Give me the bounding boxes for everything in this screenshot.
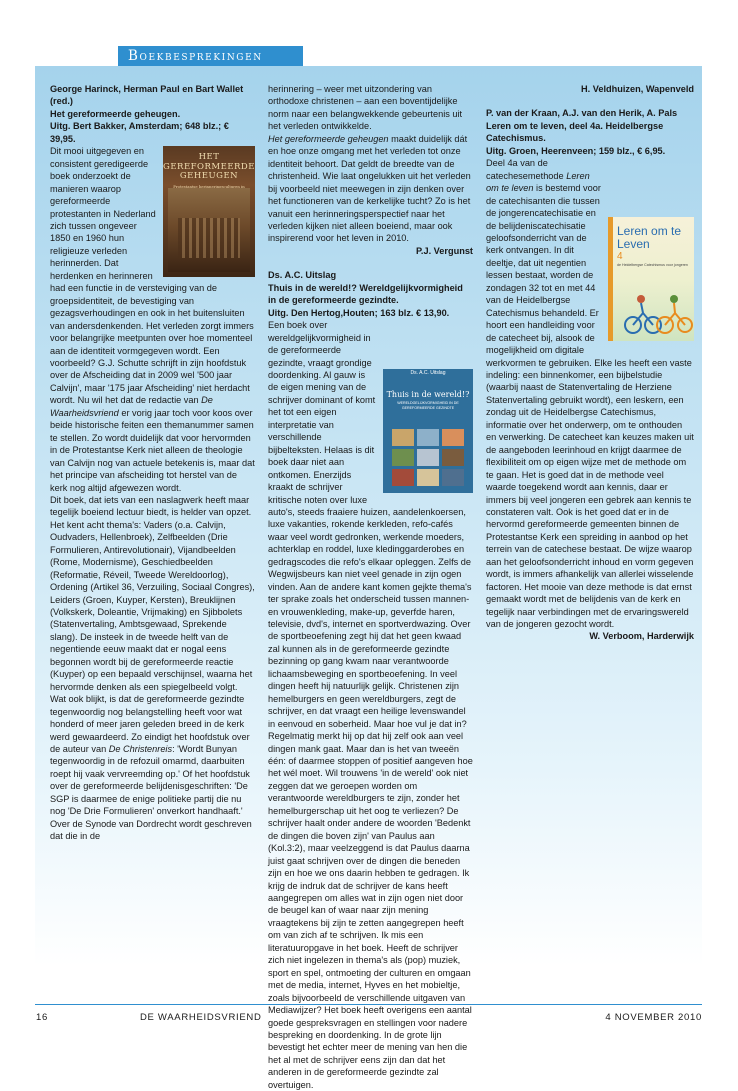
column-3	[486, 83, 694, 643]
review3-publisher: Uitg. Groen, Heerenveen; 159 blz., € 6,95.	[486, 145, 666, 156]
review1-paragraph-2: Dit boek, dat iets van een naslagwerk heeft maar tegelijk boeiend lectuur biedt, is helder van opzet. Het kent acht thema's: Vaders (o.a. Calvijn, Oudvaders, Hellenbroek), Zelfbeelden (Drie Formulieren, Antirevolutionair), Vijandbeelden (Rome, Modernisme), Geschiedbeelden (Reformatie, Réveil, Tweede Wereldoorlog), Ordening (Artikel 36, Verzuiling, Sociaal Congres), Leiders (Groen, Kuyper, Kersten), Breuklijnen (Volkskerk, Doleantie, Vrijmaking) en Sjibbolets (Statenvertaling, Ambtsgewaad, Sprekende slang). De insteek in de tweede helft van de negentiende eeuw maakt dat er nogal eens begonnen wordt bij de gereformeerde reactie (Kuyper) op een bepaald verschijnsel, waarna het hervormde denken als een spiegelbeeld volgt.	[50, 494, 255, 692]
review3-title: Leren om te leven, deel 4a. Heidelbergse Catechismus.	[486, 120, 664, 144]
cover3-subtitle: de Heidelbergse Catechismus voor jongeren	[617, 263, 688, 268]
cover3-title: Leren om te Leven	[617, 224, 682, 252]
review2-publisher: Uitg. Den Hertog,Houten; 163 blz. € 13,90.	[268, 307, 450, 318]
review1-publisher: Uitg. Bert Bakker, Amsterdam; 648 blz.; € 39,95.	[50, 121, 229, 144]
cover2-photo-grid	[392, 429, 464, 485]
issue-date: 4 NOVEMBER 2010	[605, 1012, 702, 1023]
footer-divider	[35, 1004, 702, 1005]
cover3-number: 4	[617, 251, 623, 263]
review3-authors: P. van der Kraan, A.J. van den Herik, A. Pals	[486, 108, 678, 119]
cover1-title: HET GEREFORMEERDE GEHEUGEN	[163, 152, 255, 182]
cover2-subtitle: WERELDGELIJKVORMIGHEID IN DE GEREFORMEERDE GEZINDTE	[397, 401, 459, 410]
review3-paragraph-1: Deel 4a van de catechesemethode Leren om te leven is bestemd voor de catechisanten die tussen de jongerencatechisatie en de belijdeniscatechisatie geloofsonderricht van de kerk ontvangen. In dit deeltje, dat uit negentien lessen bestaat, worden de zondagen 32 tot en met 44 van de Heidelbergse Catechismus behandeld. Er hoort een handleiding voor de catecheet bij, alsook de mogelijkheid om digitale werkvormen te gebruiken. Elke les heeft een vaste indeling: een binnenkomer, een bijbelstudie (waarbij naast de Statenvertaling de Herziene Statenvertaling gebruikt wordt), een leskern, een zondag uit de Heidelbergse Catechismus, informatie over het onderwerp, om te onthouden en verwerking. De catecheet kan keuzes maken uit de aangeboden leerinhoud en krijgt daarmee de flexibiliteit om op eigen wijze met de methode om te gaan. Het is goed dat in de methode veel waarde toegekend wordt aan kennis, daar er immers bij veel jongeren een gebrek aan kennis te constateren valt. Ook is het goed dat er in de hervormd gereformeerde gemeenten binnen de Protestantse Kerk een spreiding in aanbod op het terrein van de catechese bestaat. De wijze waarop aan het geloofsonderricht inhoud en vorm gegeven wordt, is immers afhankelijk van allerlei wisselende factoren. Het mooie van deze methode is dat ernst gemaakt wordt met de belijdenis van de kerk en tegelijk naar verbindingen met de ervaringswereld van de jongeren gezocht wordt.	[486, 158, 694, 630]
book-cover-thuis-in-de-wereld	[383, 369, 473, 493]
review1-authors: George Harinck, Herman Paul en Bart Wallet (red.)	[50, 84, 244, 107]
review2-title: Thuis in de wereld!? Wereldgelijkvormigheid in de gereformeerde gezindte.	[268, 282, 463, 306]
review2-paragraph-1: Een boek over wereldgelijkvormigheid in de gereformeerde gezindte, vraagt grondige doordenking. Al gauw is de eigen mening van de schrijver dominant of komt het tot een eigen interpretatie van verschillende bijbelteksten. Helaas is dit boek daar niet aan ontkomen. Enerzijds kraakt de schrijver kritische noten over luxe auto's, steeds fraaiere huizen, aandelenkoersen, luxe vakanties, rokende kerkleden, refo-cafés waar veel wordt gedronken, werkende moeders, achterklap en roddel, luxe kledinggarderobes en gedragscodes die refo's elkaar opleggen. Zelfs de Wegwijsbeurs kan niet veel genade in zijn ogen vinden. Aan de andere kant komen gejkte thema's ter sprake zoals het onderscheid tussen mannen- en vrouwenkleding, make-up, geverfde haren, televisie, dvd's, internet en sportverdwazing. Over de sportbeoefening zegt hij dat het geen kwaad zal kunnen als in de gereformeerde gezindte bezinning op gang kwam naar verantwoorde lichaamsbeweging en sportbeoefening. In veel dingen heeft hij natuurlijk gelijk. Christenen zijn hemelburgers en geen wereldburgers, zegt de schrijver, en dat vraagt een heilige levenswandel in eenvoud en soberheid. Maar hoe vul je dat in? Regelmatig merkt hij op dat hij zelf ook aan veel dingen mank gaat. Maar dan is het van tweeën één: of daarmee stoppen of positief aangeven hoe het wél moet. Wil trouwens 'in de wereld' ook niet zeggen dat we geroepen worden om verantwoorde wereldburgers te zijn, zonder het hemelburgerschap uit het oog te verliezen? De schrijver haalt onder andere de woorden 'Bedenkt de dingen die boven zijn' van Paulus aan (Kol.3:2), maar veelzeggend is dat Paulus daarna juist gaat schrijven over de dingen die beneden zijn en hoe we ons daarin hebben te gedragen. Ik krijg de indruk dat de schrijver de kans heeft aangegrepen om alles wat in zijn ogen niet door de beugel kan of waar naar zijn mening vraagtekens bij zijn te zetten aangegrepen heeft om van zich af te schrijven. Ik mis een literatuuropgave in het boek. Heeft de schrijver zich niet ingelezen in thema's als (pop) muziek, sport en spel, ontmoeting der culturen en omgaan met de media, internet, Hyves en het mobieltje, zoals bijvoorbeeld de verschillende uitgaven van Mediawijzer? Het boek heeft overigens een aantal goede gespreksvragen en stellingen voor nadere bespreking en doordenking. In de grote lijn bevestigt het echter meer de mening van hen die het al met de schrijver eens zijn dan dat het anderen in de gereformeerde gezindte zal overtuigen.	[268, 320, 473, 1090]
review2-authors: Ds. A.C. Uitslag	[268, 270, 337, 281]
review1-title: Het gereformeerde geheugen.	[50, 108, 181, 119]
cover1-subtitle: Protestantse herinneringsculturen in	[173, 183, 245, 189]
book-cover-gereformeerde-geheugen	[163, 146, 255, 277]
review1-paragraph-4: herinnering – weer met uitzondering van orthodoxe christenen – aan een boventijdelijke norm naar een belangwekkende gebeurtenis uit het verleden ontwikkelde.	[268, 84, 463, 132]
review2-reviewer: H. Veldhuizen, Wapenveld	[581, 84, 694, 94]
page-number: 16	[36, 1012, 48, 1023]
column-1	[50, 83, 255, 843]
column-2	[268, 83, 473, 1091]
cover2-title: Thuis in de wereld!?	[386, 390, 470, 400]
review1-paragraph-3: Wat ook blijkt, is dat de gereformeerde gezindte tegenwoordig nog belangstelling heeft voor wat honderd of meer jaren geleden breed in de kerk werd gewaardeerd. Zo eindigt het hoofdstuk over de auteur van De Christenreis: 'Wordt Bunyan tegenwoordig in de refozuil omarmd, daarbuiten roept hij vaak vervreemding op.' Of het hoofdstuk over de gereformeerde belijdenisgeschriften: 'De SGP is daarmee de enige politieke partij die nu nog 'De Drie Formulieren' onverkort handhaaft.' Over de Synode van Dordrecht wordt geschreven dat die in de	[50, 694, 252, 842]
review1-reviewer: P.J. Vergunst	[415, 245, 473, 256]
book-cover-leren-om-te-leven	[608, 217, 694, 341]
cover2-author: Ds. A.C. Uitslag	[410, 370, 446, 377]
review1-paragraph-5: Het gereformeerde geheugen maakt duidelijk dát en hoe onze omgang met het verleden tot onze identiteit behoort. Dat geldt de breedte van de christenheid. Wie laat ongelukken uit het verleden bij voorbeeld niet meewegen in zijn denken over het functioneren van de kerkelijke tucht? Zo is het vanuit een herinneringsperspectief naar het verleden kijken niet alleen boeiend, maar ook inspirerend voor het leven in 2010.	[268, 133, 471, 244]
review3-reviewer: W. Verboom, Harderwijk	[589, 631, 694, 642]
cover3-cyclists-illustration	[619, 291, 693, 335]
review1-paragraph-1: Dit mooi uitgegeven en consistent geredigeerde boek onderzoekt de manieren waarop gereformeerde protestanten in Nederland zich tussen ongeveer 1850 en 1960 hun religieuze verleden herinnerden. Dat herdenken en herinneren had een functie in de versteviging van de groepsidentiteit, de bevestiging van gezagsverhoudingen en ook in het buitensluiten van andersdenkenden. Het verleden zorgt immers voor belangrijke meetpunten over hoe momenteel aan de identiteit vormgegeven wordt. Een voorbeeld? G.J. Schutte schrijft in zijn hoofdstuk over de Afscheiding dat in 2009 wel '500 jaar Calvijn', maar '175 jaar Afscheiding' niet herdacht wordt. Nu wil het dat de redactie van De Waarheidsvriend er vorig jaar toch voor koos over beide historische feiten een themanummer samen te stellen. Zo wordt duidelijk dat voor hervormden in de Protestantse Kerk niet alleen de theologie van Calvijn nog van actuele betekenis is, maar dat het principe van afscheiding tot herstel van de kerk nog altijd afgewezen wordt.	[50, 146, 255, 493]
magazine-name: DE WAARHEIDSVRIEND	[140, 1012, 262, 1023]
cover1-painting	[168, 188, 250, 272]
section-header: Boekbesprekingen	[118, 46, 303, 66]
